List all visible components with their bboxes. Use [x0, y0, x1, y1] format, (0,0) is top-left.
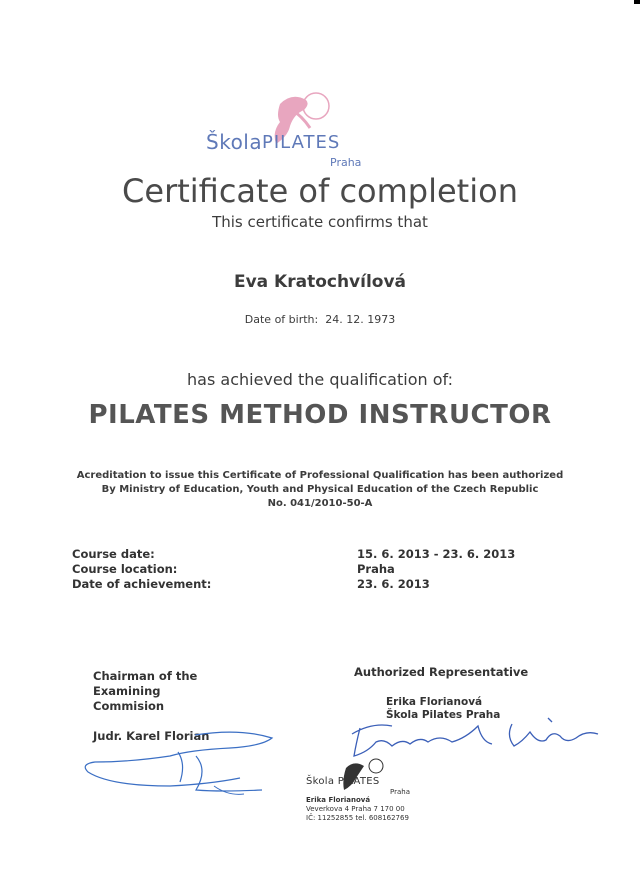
chairman-line-3: Commision — [93, 699, 165, 713]
recipient-name: Eva Kratochvílová — [233, 272, 407, 292]
course-location-label: Course location: — [72, 562, 178, 576]
accreditation-number: No. 041/2010-50-A — [267, 498, 373, 509]
authorized-name: Erika Florianová — [386, 696, 483, 708]
course-date-value: 15. 6. 2013 - 23. 6. 2013 — [357, 547, 516, 561]
chairman-name: Judr. Karel Florian — [93, 729, 210, 743]
achieved-text: has achieved the qualification of: — [187, 370, 453, 389]
authorized-representative-title: Authorized Representative — [354, 665, 529, 679]
logo-skola-text: Škola — [206, 130, 263, 154]
accreditation-line-1: Acreditation to issue this Certificate of Professional Qualification has been authorized — [76, 470, 564, 481]
course-date-label: Course date: — [72, 547, 155, 561]
stamp-line-1: Erika Florianová — [306, 796, 371, 804]
stamp-logo-text: Škola PILATES — [306, 776, 380, 787]
logo-pilates-text: PILATES — [262, 132, 341, 153]
dob-value: 24. 12. 1973 — [325, 313, 396, 326]
chairman-line-2: Examining — [93, 684, 161, 698]
stamp-praha-text: Praha — [390, 788, 410, 796]
stamp-line-2: Veverkova 4 Praha 7 170 00 — [306, 805, 405, 813]
stamp-line-3: IČ: 11252855 tel. 608162769 — [306, 814, 409, 822]
chairman-line-1: Chairman of the — [93, 669, 198, 683]
school-stamp — [306, 758, 436, 828]
dob-label: Date of birth: — [244, 313, 319, 326]
course-location-value: Praha — [357, 562, 395, 576]
qualification-title: PILATES METHOD INSTRUCTOR — [88, 400, 552, 430]
confirm-text: This certificate confirms that — [212, 213, 428, 231]
certificate-title: Certificate of completion — [122, 172, 518, 210]
date-of-achievement-value: 23. 6. 2013 — [357, 577, 430, 591]
date-of-achievement-label: Date of achievement: — [72, 577, 212, 591]
stamp-address — [306, 796, 409, 823]
logo-praha-text: Praha — [330, 156, 362, 169]
authorized-organization: Škola Pilates Praha — [386, 709, 501, 721]
accreditation-line-2: By Ministry of Education, Youth and Physical Education of the Czech Republic — [101, 484, 539, 495]
